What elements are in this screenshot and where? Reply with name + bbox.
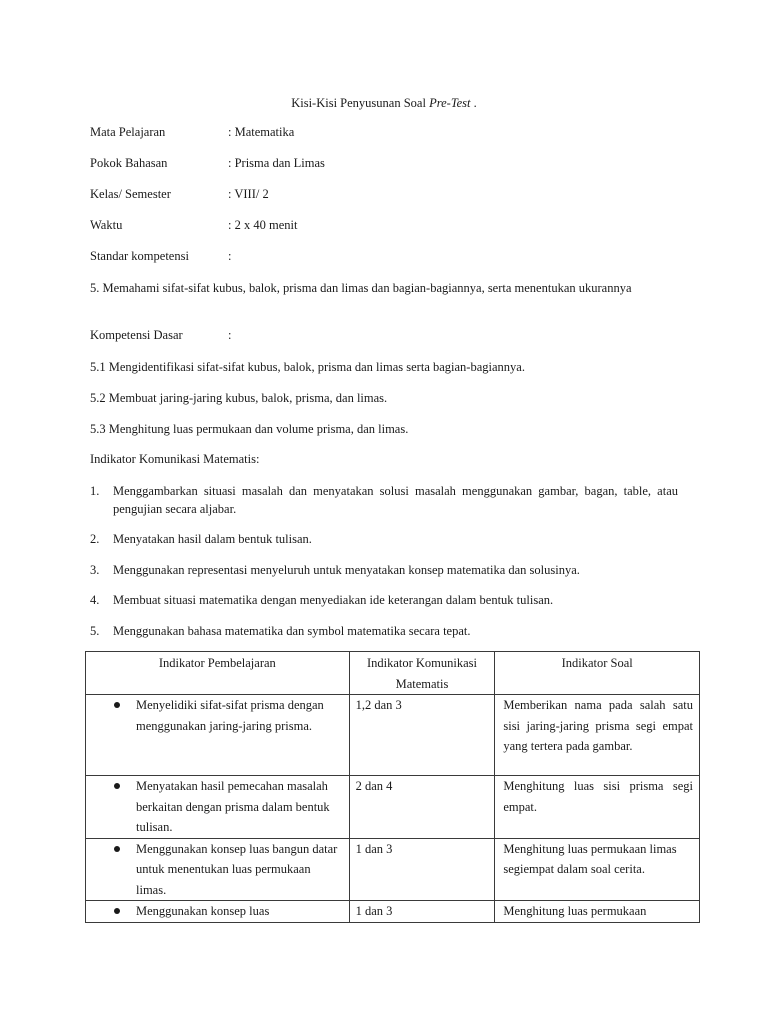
bullet-icon [114, 783, 120, 789]
table-cell [86, 838, 350, 901]
field-label: Pokok Bahasan [90, 156, 168, 170]
list-number: 2. [90, 532, 100, 546]
bullet-icon [114, 908, 120, 914]
field-value: : [228, 328, 232, 342]
list-text: Membuat situasi matematika dengan menyediakan ide keterangan dalam bentuk tulisan. [113, 593, 554, 607]
bullet-text: Menyelidiki sifat-sifat prisma dengan menggunakan jaring-jaring prisma. [136, 698, 324, 733]
cell-text: 1 dan 3 [355, 904, 393, 918]
table-cell [349, 695, 495, 776]
table-cell [349, 776, 495, 839]
field-label: Waktu [90, 218, 123, 232]
table-header-row [86, 652, 700, 695]
standar-kompetensi-text: 5. Memahami sifat-sifat kubus, balok, prisma dan limas dan bagian-bagiannya, serta menentukan ukurannya [90, 281, 632, 295]
list-text: Menggunakan bahasa matematika dan symbol matematika secara tepat. [113, 624, 471, 638]
field-value: : VIII/ 2 [228, 187, 269, 201]
kd-item: 5.3 Menghitung luas permukaan dan volume prisma, dan limas. [90, 422, 409, 436]
list-number: 3. [90, 563, 100, 577]
field-value: : [228, 249, 232, 263]
field-value: : Matematika [228, 125, 295, 139]
bullet-icon [114, 702, 120, 708]
list-number: 5. [90, 624, 100, 638]
title-suffix: . [470, 96, 477, 110]
list-item [90, 622, 678, 640]
list-number: 4. [90, 593, 100, 607]
cell-text: 1,2 dan 3 [355, 698, 402, 712]
cell-text: Menghitung luas permukaan limas segiempat dalam soal cerita. [503, 841, 677, 876]
field-label: Mata Pelajaran [90, 125, 166, 139]
table-cell [86, 695, 350, 776]
table-header-cell: Indikator Pembelajaran [86, 652, 350, 695]
table-cell [495, 776, 700, 839]
field-pokok-bahasan [90, 156, 325, 171]
field-value: : 2 x 40 menit [228, 218, 298, 232]
cell-text: Menghitung luas sisi prisma segi empat. [503, 779, 693, 814]
title-emphasis: Pre-Test [429, 96, 471, 110]
list-text: Menggambarkan situasi masalah dan menyatakan solusi masalah menggunakan gambar, bagan, table, atau pengujian secara aljabar. [113, 484, 678, 516]
cell-text: Memberikan nama pada salah satu sisi jaring-jaring prisma segi empat yang tertera pada gambar. [503, 698, 693, 753]
field-label: Kompetensi Dasar [90, 328, 183, 342]
bullet-text: Menggunakan konsep luas [136, 904, 270, 918]
field-mata-pelajaran [90, 125, 294, 140]
table-header-cell: Indikator Komunikasi Matematis [349, 652, 495, 695]
bullet-icon [114, 846, 120, 852]
bullet-item [86, 839, 349, 901]
field-kompetensi-dasar [90, 328, 231, 343]
field-kelas-semester [90, 187, 269, 202]
bullet-item [86, 776, 349, 838]
table-cell [349, 901, 495, 923]
bullet-item [86, 695, 349, 736]
table-cell [495, 838, 700, 901]
list-item [90, 591, 678, 609]
list-text: Menyatakan hasil dalam bentuk tulisan. [113, 532, 312, 546]
table-cell [86, 901, 350, 923]
field-standar-kompetensi [90, 249, 231, 264]
table-cell [495, 695, 700, 776]
kd-item: 5.1 Mengidentifikasi sifat-sifat kubus, balok, prisma dan limas serta bagian-bagiannya. [90, 360, 525, 374]
cell-text: 1 dan 3 [355, 841, 393, 856]
table-cell [495, 901, 700, 923]
table-row [86, 776, 700, 839]
list-item [90, 530, 678, 548]
list-item [90, 482, 678, 518]
table-row [86, 838, 700, 901]
kd-item: 5.2 Membuat jaring-jaring kubus, balok, prisma, dan limas. [90, 391, 388, 405]
table-row [86, 901, 700, 923]
indicator-table [85, 651, 700, 923]
title-text: Kisi-Kisi Penyusunan Soal [291, 96, 430, 110]
table-cell [86, 776, 350, 839]
list-text: Menggunakan representasi menyeluruh untuk menyatakan konsep matematika dan solusinya. [113, 563, 580, 577]
list-number: 1. [90, 484, 100, 498]
cell-text: Menghitung luas permukaan [503, 904, 647, 918]
field-value: : Prisma dan Limas [228, 156, 325, 170]
cell-text: 2 dan 4 [355, 779, 393, 793]
indikator-komunikasi-heading: Indikator Komunikasi Matematis: [90, 452, 260, 466]
table-cell [349, 838, 495, 901]
table-header-cell: Indikator Soal [495, 652, 700, 695]
field-label: Standar kompetensi [90, 249, 189, 263]
list-item [90, 561, 678, 579]
field-label: Kelas/ Semester [90, 187, 171, 201]
bullet-item [86, 901, 349, 922]
field-waktu [90, 218, 297, 233]
bullet-text: Menggunakan konsep luas bangun datar untuk menentukan luas permukaan limas. [136, 841, 338, 897]
bullet-text: Menyatakan hasil pemecahan masalah berkaitan dengan prisma dalam bentuk tulisan. [136, 779, 330, 834]
table-row [86, 695, 700, 776]
document-title [0, 96, 768, 111]
